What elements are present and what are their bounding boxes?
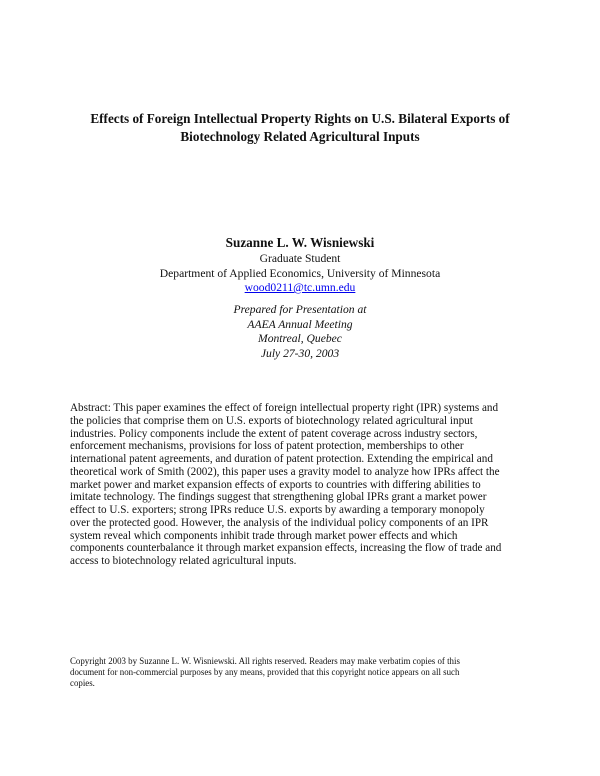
abstract xyxy=(70,402,536,568)
paper-title xyxy=(60,110,540,146)
copyright-line: copies. xyxy=(70,678,95,688)
abstract-line: enforcement mechanisms, provisions for loss of patent protection, memberships to other xyxy=(70,440,464,453)
title-line: Effects of Foreign Intellectual Property Rights on U.S. Bilateral Exports of xyxy=(90,111,510,126)
author-role: Graduate Student xyxy=(259,252,341,265)
copyright-notice xyxy=(70,656,536,689)
abstract-line: industries. Policy components include the extent of patent coverage across industry sectors, xyxy=(70,427,478,440)
presentation-line: July 27-30, 2003 xyxy=(260,346,340,360)
abstract-line: effect to U.S. exporters; strong IPRs reduce U.S. exports by awarding a temporary monopoly xyxy=(70,504,485,516)
abstract-line: components counterbalance it through market expansion effects, increasing the flow of trade and xyxy=(70,542,502,555)
author-block xyxy=(60,235,540,296)
author-affiliation: Department of Applied Economics, University of Minnesota xyxy=(159,266,441,280)
abstract-line: market power and market expansion effects of exports to countries with differing abilities to xyxy=(70,478,481,491)
author-email-link[interactable]: wood0211@tc.umn.edu xyxy=(244,281,356,294)
abstract-line: international patent agreements, and duration of patent protection. Extending the empirical and xyxy=(70,453,493,465)
abstract-line: Abstract: This paper examines the effect of foreign intellectual property right (IPR) systems and xyxy=(70,402,499,414)
copyright-line: document for non-commercial purposes by any means, provided that this copyright notice appears on all such xyxy=(70,667,460,677)
abstract-line: system reveal which components inhibit trade through market power effects and which xyxy=(70,529,458,542)
presentation-line: Montreal, Quebec xyxy=(258,332,342,345)
presentation-line: Prepared for Presentation at xyxy=(233,303,367,316)
abstract-line: over the protected good. However, the analysis of the individual policy components of an IPR xyxy=(70,516,489,529)
abstract-line: theoretical work of Smith (2002), this paper uses a gravity model to analyze how IPRs affect the xyxy=(70,465,500,478)
presentation-info xyxy=(60,303,540,361)
abstract-line: access to biotechnology related agricultural inputs. xyxy=(70,555,297,567)
title-line: Biotechnology Related Agricultural Inputs xyxy=(180,129,420,144)
abstract-line: the policies that comprise them on U.S. exports of biotechnology related agricultural input xyxy=(70,414,473,427)
abstract-line: imitate technology. The findings suggest that strengthening global IPRs grant a market power xyxy=(70,491,487,504)
author-name: Suzanne L. W. Wisniewski xyxy=(225,235,375,250)
presentation-line: AAEA Annual Meeting xyxy=(247,317,353,331)
copyright-line: Copyright 2003 by Suzanne L. W. Wisniewski. All rights reserved. Readers may make verbatim copies of this xyxy=(70,656,460,666)
